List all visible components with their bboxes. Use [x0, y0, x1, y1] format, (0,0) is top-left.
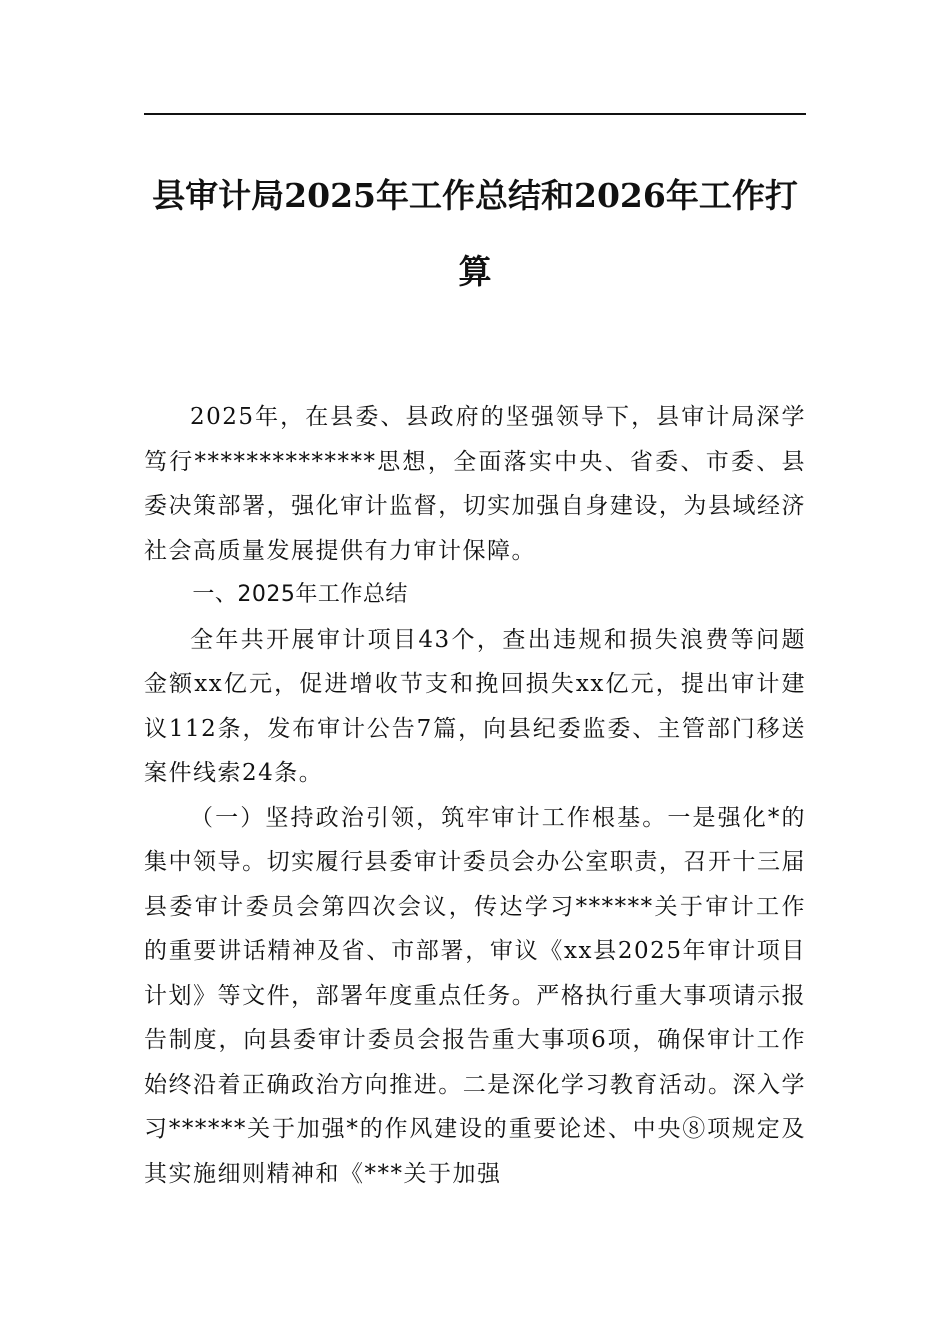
summary-paragraph: 全年共开展审计项目43个，查出违规和损失浪费等问题金额xx亿元，促进增收节支和挽回损失xx亿元，提出审计建议112条，发布审计公告7篇，向县纪委监委、主管部门移送案件线索24条。 [144, 626, 806, 786]
document-body [144, 395, 806, 1196]
header-rule [144, 113, 806, 115]
document-title: 县审计局2025年工作总结和2026年工作打算 [152, 176, 798, 291]
subsection-paragraph: （一）坚持政治引领，筑牢审计工作根基。一是强化*的集中领导。切实履行县委审计委员会办公室职责，召开十三届县委审计委员会第四次会议，传达学习******关于审计工作的重要讲话精神及省、市部署，审议《xx县2025年审计项目计划》等文件，部署年度重点任务。严格执行重大事项请示报告制度，向县委审计委员会报告重大事项6项，确保审计工作始终沿着正确政治方向推进。二是深化学习教育活动。深入学习******关于加强*的作风建设的重要论述、中央⑧项规定及其实施细则精神和《***关于加强 [144, 804, 806, 1187]
intro-paragraph: 2025年，在县委、县政府的坚强领导下，县审计局深学笃行**************思想，全面落实中央、省委、市委、县委决策部署，强化审计监督，切实加强自身建设，为县域经济社会高质量发展提供有力审计保障。 [144, 404, 806, 564]
section-heading: 一、2025年工作总结 [192, 582, 408, 607]
